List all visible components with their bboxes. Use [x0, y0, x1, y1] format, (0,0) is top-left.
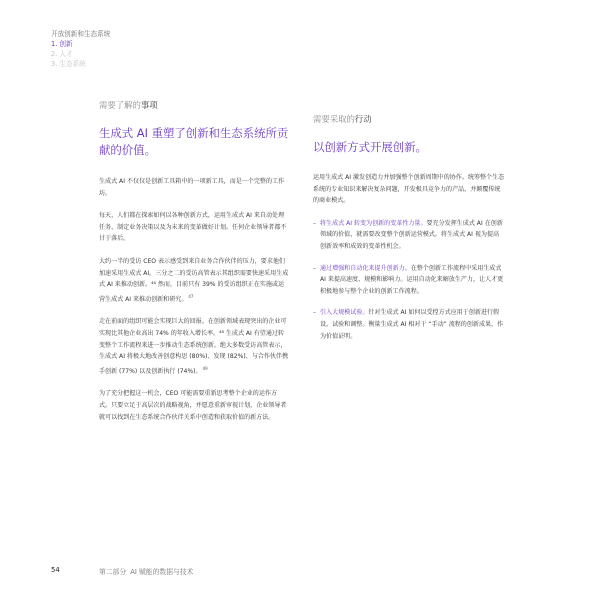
left-paragraph-5 [99, 388, 289, 423]
nav-item-innovation[interactable]: 1. 创新 [51, 40, 73, 48]
right-intro: 运用生成式 AI 激发创造力并加强整个创新周期中的协作。统筹整个生态系统的专业知识来解决复杂问题，开发极具竞争力的产品，并颠覆传统的商业模式。 [313, 174, 505, 205]
left-eyebrow [99, 99, 289, 111]
left-paragraph-text: 大约一半的受访 CEO 表示感受到来自业务合作伙伴的压力，要求他们加速采用生成式 AI。三分之二的受访高管表示其组织需要快速采用生成式 AI 来推动创新。⁴⁶ 然而，目前只有 39% 的受访组织正在实施或运营生成式 AI 来推动创新和研究。 [99, 257, 289, 303]
left-paragraph-text: 为了充分把握这一机会，CEO 可能需要重新思考整个企业的运作方式。只要立足于高层次的战略视角，并愿意重新审视计划，企业领导者就可以找到在生态系统合作伙伴关系中创造和获取价值的新方法。 [99, 390, 287, 421]
left-heading: 生成式 AI 重塑了创新和生态系统所贡献的价值。 [99, 126, 289, 157]
action-item-1 [313, 218, 505, 253]
right-eyebrow-strong: 行动 [354, 114, 372, 124]
left-paragraph-4 [99, 316, 289, 377]
right-heading: 以创新方式开展创新。 [313, 140, 427, 154]
left-paragraph-text: 生成式 AI 不仅仅是创新工具箱中的一项新工具，而是一个完整的工作坊。 [99, 178, 285, 197]
action-item-2 [313, 263, 505, 298]
action-highlight: 通过增强和自动化来提升创新力。 [320, 264, 411, 272]
section-nav [51, 29, 110, 69]
action-highlight: 将生成式 AI 转变为创新的变革性力量。 [320, 219, 427, 227]
left-paragraph-text: 走在前面的组织可能会实现巨大的回报。在创新领域表现突出的企业可实现比其他企业高出 74% 的年收入增长率。⁴⁸ 生成式 AI 有望通过转变整个工作流程来进一步推动生态系统创新。绝大多数受访高管表示，生成式 AI 将极大地改善创意构思 (80%)、发现 (82%)、与合作伙伴携手创新 (77%) 以及创新执行 (74%)。 [99, 318, 289, 375]
bullet-dash: – [313, 219, 317, 227]
right-column [313, 113, 505, 352]
nav-item-ecosystem[interactable]: 3. 生态系统 [51, 60, 86, 68]
action-list [313, 218, 505, 342]
action-item-3 [313, 307, 505, 342]
nav-item-talent[interactable]: 2. 人才 [51, 50, 73, 58]
left-eyebrow-light: 需要了解的 [99, 100, 141, 110]
footer-section-label: AI 赋能的数据与技术 [130, 568, 194, 576]
footer-part [99, 566, 193, 576]
bullet-dash: – [313, 309, 317, 317]
left-column [99, 99, 289, 434]
action-text: 在整个创新工作流程中采用生成式 AI 来提高速度、规模和影响力。运用自动化来解放生产力，让人才更积极地参与整个企业的创新工作流程。 [320, 264, 504, 295]
action-text: 要充分发挥生成式 AI 在创新领域的价值，就需要改变整个创新运营模式。将生成式 AI 视为提高创新效率和成效的变革性机会。 [320, 219, 503, 250]
page-number: 54 [51, 566, 60, 574]
action-highlight: 引入大规模试验。 [320, 309, 369, 317]
right-eyebrow-light: 需要采取的 [313, 114, 355, 124]
left-eyebrow-strong: 事项 [140, 100, 158, 110]
footnote-ref[interactable]: 47 [188, 293, 194, 299]
footnote-ref[interactable]: 49 [202, 365, 208, 371]
left-paragraph-text: 每天，人们都在探索如何以各种创新方式，运用生成式 AI 来自动处理任务、制定业务决策以及为未来的变革做好计划。任何企业领导者都不甘于落后。 [99, 212, 287, 243]
left-paragraph-3 [99, 256, 289, 305]
nav-breadcrumb: 开放创新和生态系统 [51, 30, 111, 38]
left-paragraph-2 [99, 210, 289, 245]
left-paragraph-1 [99, 176, 289, 199]
right-eyebrow [313, 113, 505, 125]
footer-part-label: 第二部分 [99, 568, 127, 576]
action-text: 针对生成式 AI 如何以受控方式应用于创新进行假设、试验和调整。衡量生成式 AI 相对于 “手动” 流程的创新成果，作为价值证明。 [320, 309, 504, 340]
bullet-dash: – [313, 264, 317, 272]
